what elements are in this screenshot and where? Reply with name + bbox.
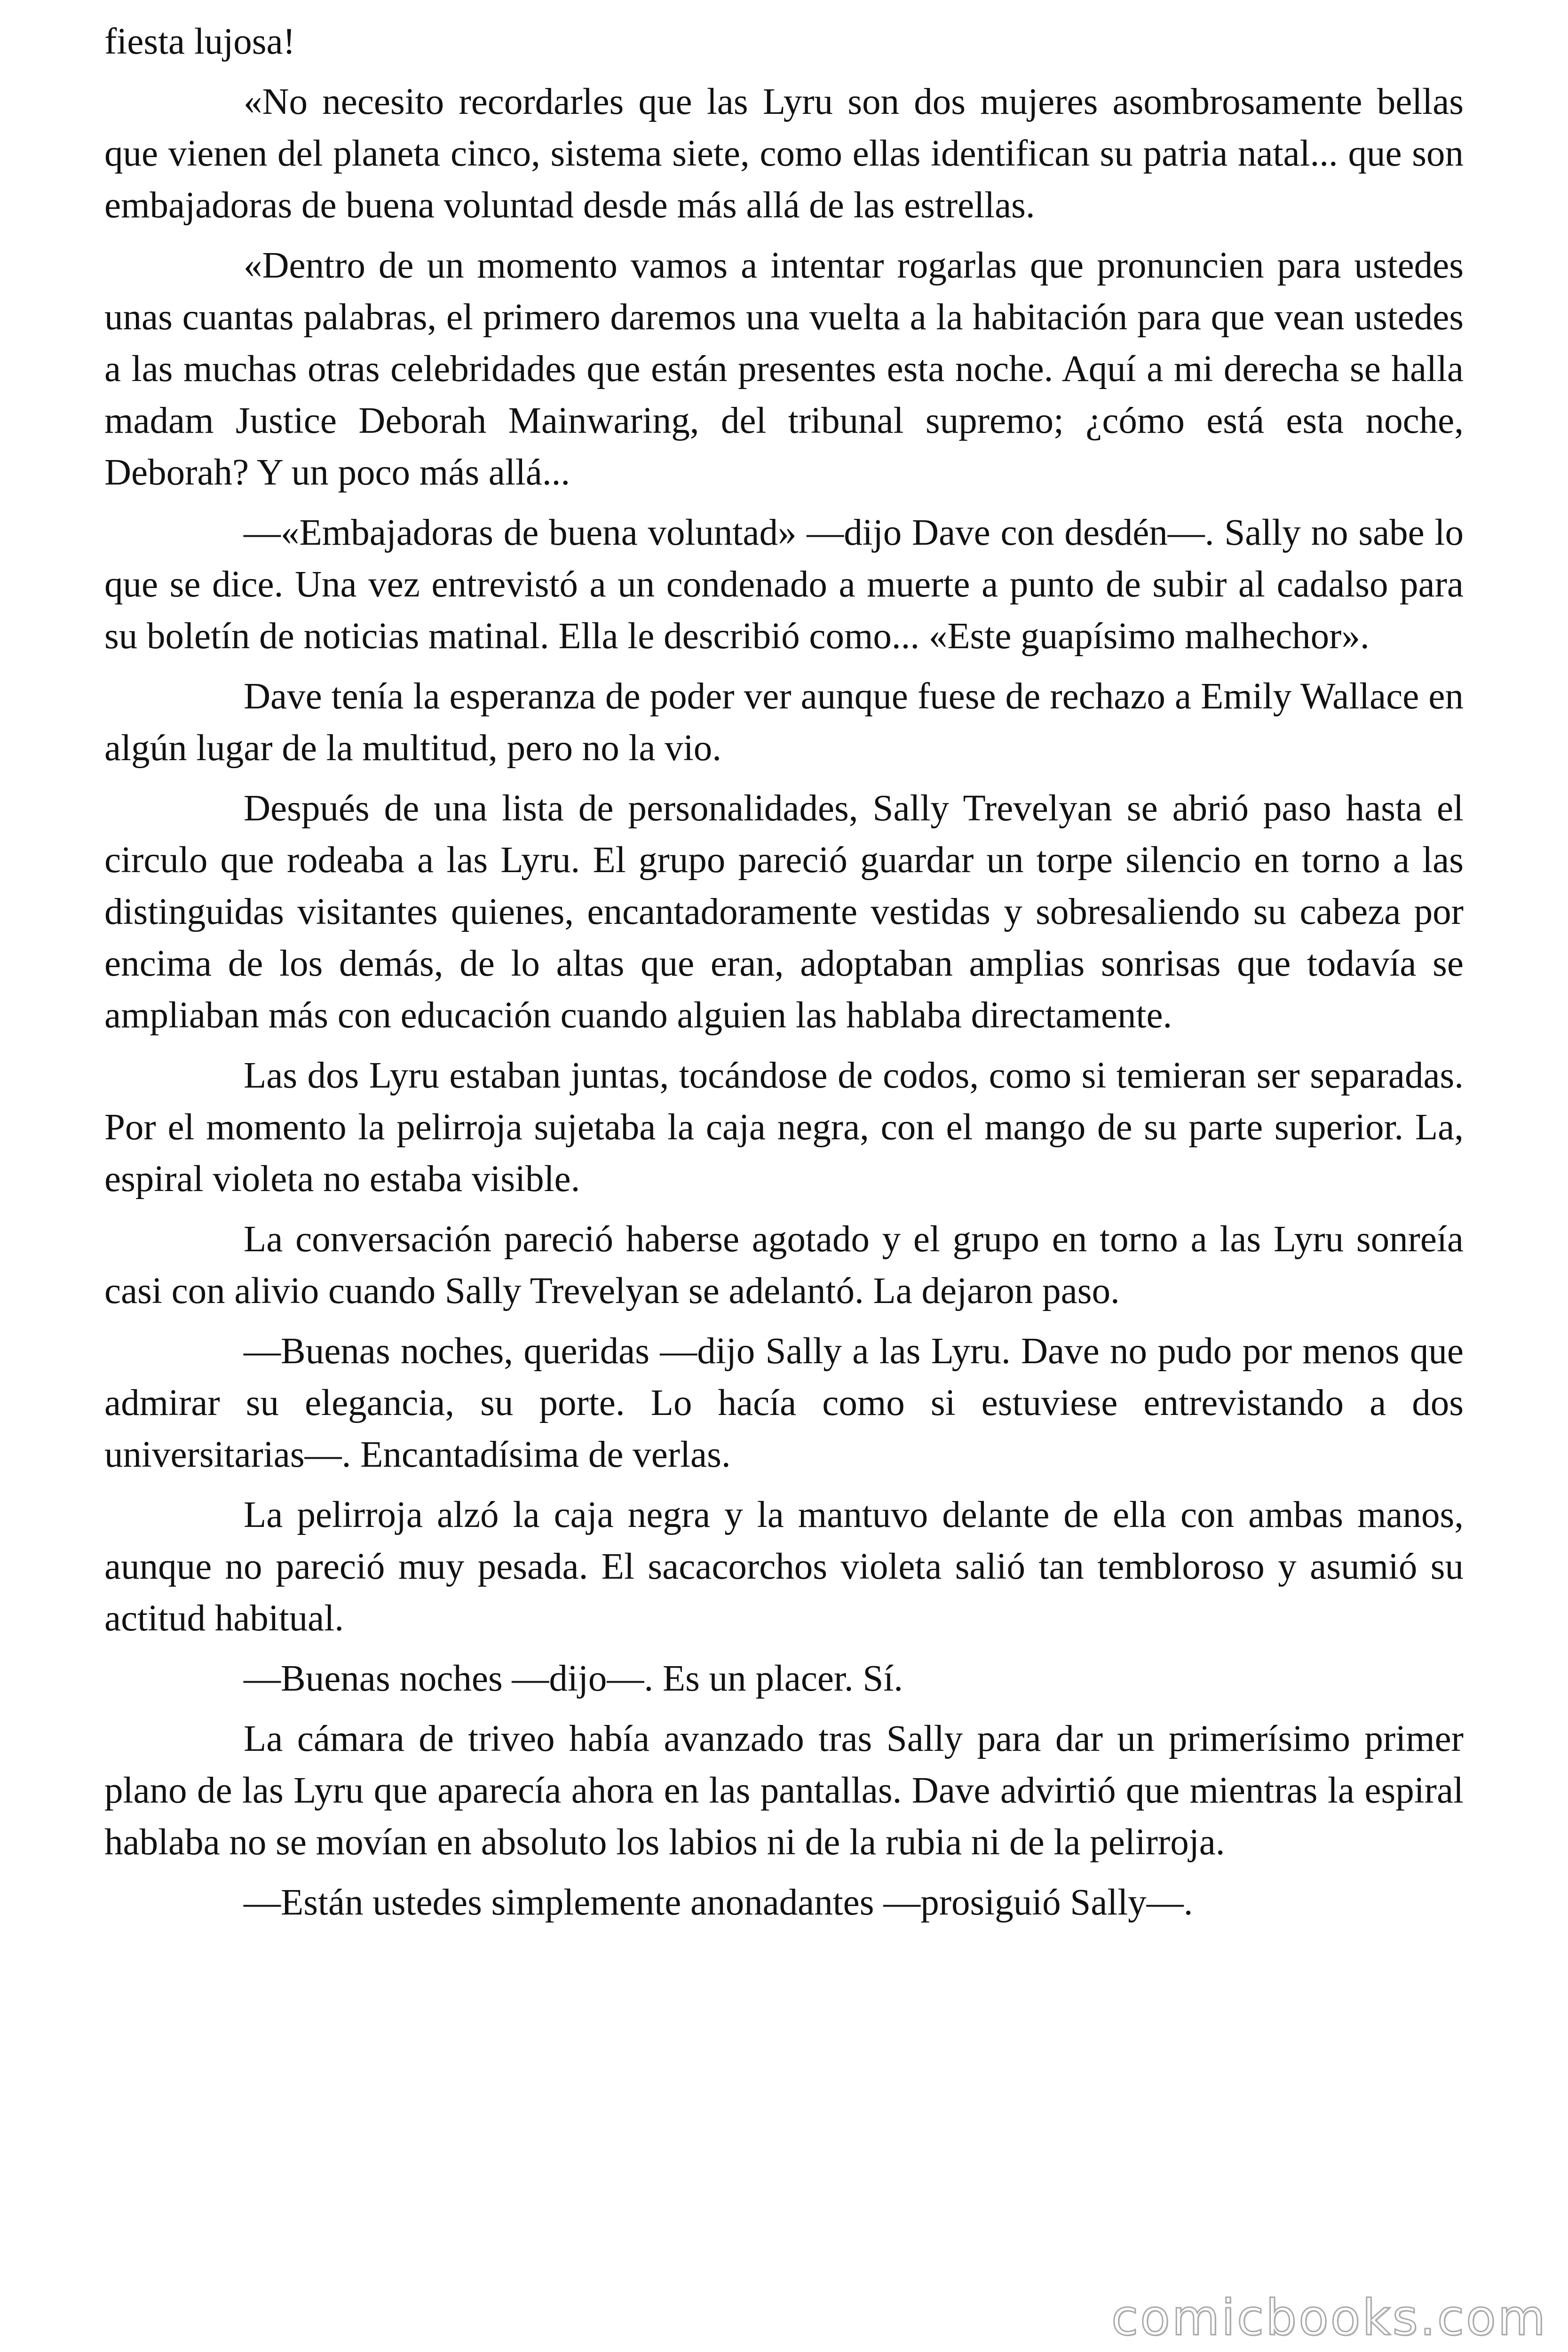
paragraph: La pelirroja alzó la caja negra y la mantuvo delante de ella con ambas manos, aunque no pareció muy pesada. El sacacorchos violeta salió tan tembloroso y asumió su actitud habitual. xyxy=(104,1494,1464,1639)
paragraph: —«Embajadoras de buena voluntad» —dijo Dave con desdén—. Sally no sabe lo que se dice. Una vez entrevistó a un condenado a muerte a punto de subir al cadalso para su boletín de noticias matinal. Ella le describió como... «Este guapísimo malhechor». xyxy=(104,512,1464,657)
watermark: comicbooks.com xyxy=(1111,2289,1547,2346)
paragraph: —Están ustedes simplemente anonadantes —prosiguió Sally—. xyxy=(244,1882,1193,1923)
book-page xyxy=(104,0,1464,2352)
paragraph: —Buenas noches —dijo—. Es un placer. Sí. xyxy=(244,1658,903,1699)
paragraph: —Buenas noches, queridas —dijo Sally a las Lyru. Dave no pudo por menos que admirar su elegancia, su porte. Lo hacía como si estuviese entrevistando a dos universitarias—. Encantadísima de verlas. xyxy=(104,1331,1464,1475)
paragraph: Las dos Lyru estaban juntas, tocándose de codos, como si temieran ser separadas. Por el momento la pelirroja sujetaba la caja negra, con el mango de su parte superior. La, espiral violeta no estaba visible. xyxy=(104,1055,1464,1200)
paragraph: La conversación pareció haberse agotado y el grupo en torno a las Lyru sonreía casi con alivio cuando Sally Trevelyan se adelantó. La dejaron paso. xyxy=(104,1219,1464,1311)
paragraph: Dave tenía la esperanza de poder ver aunque fuese de rechazo a Emily Wallace en algún lugar de la multitud, pero no la vio. xyxy=(104,676,1464,769)
paragraph: Después de una lista de personalidades, Sally Trevelyan se abrió paso hasta el circulo que rodeaba a las Lyru. El grupo pareció guardar un torpe silencio en torno a las distinguidas visitantes quienes, encantadoramente vestidas y sobresaliendo su cabeza por encima de los demás, de lo altas que eran, adoptaban amplias sonrisas que todavía se ampliaban más con educación cuando alguien las hablaba directamente. xyxy=(104,788,1464,1036)
paragraph: «No necesito recordarles que las Lyru son dos mujeres asombrosamente bellas que vienen del planeta cinco, sistema siete, como ellas identifican su patria natal... que son embajadoras de buena voluntad desde más allá de las estrellas. xyxy=(104,81,1464,226)
paragraph-continuation: fiesta lujosa! xyxy=(104,21,295,62)
paragraph: «Dentro de un momento vamos a intentar rogarlas que pronuncien para ustedes unas cuantas palabras, el primero daremos una vuelta a la habitación para que vean ustedes a las muchas otras celebridades que están presentes esta noche. Aquí a mi derecha se halla madam Justice Deborah Mainwaring, del tribunal supremo; ¿cómo está esta noche, Deborah? Y un poco más allá... xyxy=(104,245,1464,493)
paragraph: La cámara de triveo había avanzado tras Sally para dar un primerísimo primer plano de las Lyru que aparecía ahora en las pantallas. Dave advirtió que mientras la espiral hablaba no se movían en absoluto los labios ni de la rubia ni de la pelirroja. xyxy=(104,1718,1464,1863)
